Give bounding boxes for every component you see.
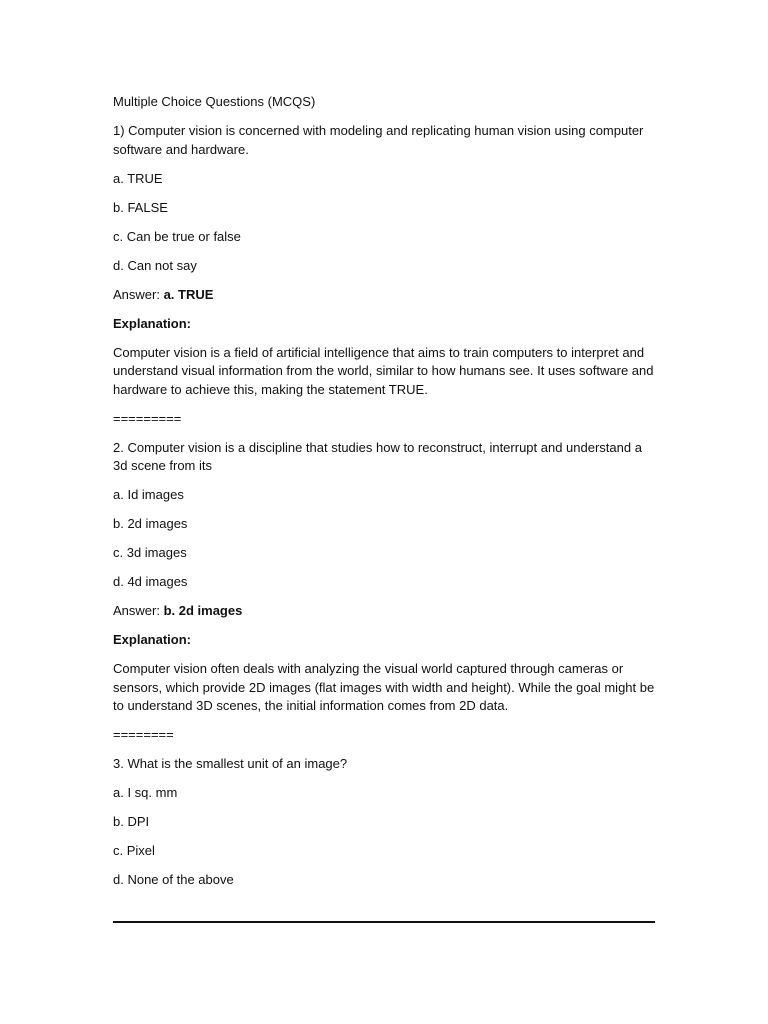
answer-label: Answer: xyxy=(113,286,164,302)
question-1-option-d: d. Can not say xyxy=(113,257,197,273)
question-3-option-c: c. Pixel xyxy=(113,843,155,858)
footer-divider xyxy=(113,921,655,923)
question-2-option-b: b. 2d images xyxy=(113,516,188,531)
question-1-option-a: a. TRUE xyxy=(113,170,163,186)
separator-1: ========= xyxy=(113,410,182,426)
document-title: Multiple Choice Questions (MCQS) xyxy=(113,94,316,109)
question-1-explanation: Computer vision is a field of artificial intelligence that aims to train computers to interpret and understand visual information from the world, similar to how humans see. It uses software and hardware to achieve this, making the statement TRUE. xyxy=(113,344,654,397)
document-page xyxy=(113,93,658,900)
question-1-answer xyxy=(113,286,658,305)
answer-value: a. TRUE xyxy=(163,286,214,302)
question-1-explanation-label: Explanation: xyxy=(113,315,192,331)
question-1-text: 1) Computer vision is concerned with modeling and replicating human vision using computer software and hardware. xyxy=(113,123,644,157)
question-3-text: 3. What is the smallest unit of an image? xyxy=(113,756,348,771)
question-2-explanation-label: Explanation: xyxy=(113,632,192,647)
question-3-option-b: b. DPI xyxy=(113,814,150,829)
question-2-explanation: Computer vision often deals with analyzing the visual world captured through cameras or sensors, which provide 2D images (flat images with width and height). While the goal might be to understand 3D scenes, the initial information comes from 2D data. xyxy=(113,661,655,713)
question-2-option-d: d. 4d images xyxy=(113,574,188,589)
question-2-answer xyxy=(113,602,658,621)
question-3-option-d: d. None of the above xyxy=(113,872,234,887)
answer-label: Answer: xyxy=(113,603,164,618)
question-1-option-c: c. Can be true or false xyxy=(113,228,241,244)
question-1-option-b: b. FALSE xyxy=(113,199,168,215)
answer-value: b. 2d images xyxy=(163,603,243,618)
question-2-option-c: c. 3d images xyxy=(113,545,187,560)
question-3-option-a: a. I sq. mm xyxy=(113,785,178,800)
separator-2: ======== xyxy=(113,727,174,742)
question-2-text: 2. Computer vision is a discipline that studies how to reconstruct, interrupt and understand a 3d scene from its xyxy=(113,439,642,473)
question-2-option-a: a. Id images xyxy=(113,487,184,502)
